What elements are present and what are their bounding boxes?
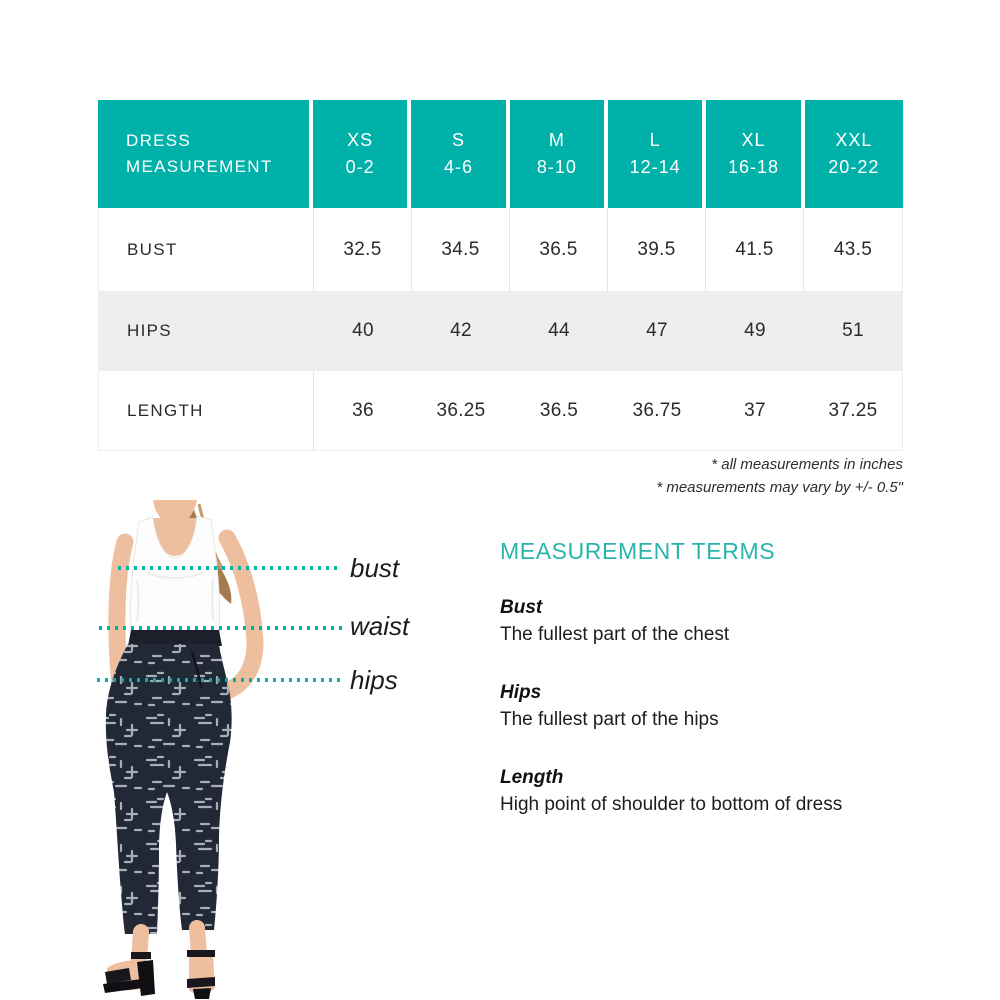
- bust-xxl: 43.5: [833, 238, 873, 260]
- waistband: [128, 630, 222, 646]
- size-table-body: [98, 208, 903, 451]
- footnote-inches: * all measurements in inches: [711, 456, 903, 473]
- term-name: Hips: [500, 682, 542, 703]
- bust-label: bust: [350, 553, 400, 583]
- size-range: 8-10: [536, 157, 577, 177]
- term-hips: [500, 680, 940, 734]
- size-label: M: [548, 130, 565, 150]
- right-arm: [225, 538, 255, 692]
- term-bust: [500, 595, 940, 649]
- row-label: HIPS: [127, 321, 172, 340]
- hips-l: 47: [646, 320, 668, 341]
- model-photo: [95, 500, 340, 1000]
- model-illustration: [95, 500, 340, 1000]
- term-length: [500, 765, 940, 819]
- term-definition: The fullest part of the hips: [500, 709, 719, 730]
- table-row-bust: [99, 208, 902, 291]
- header-cell-s: [411, 100, 509, 208]
- measurement-terms-heading: MEASUREMENT TERMS: [500, 538, 776, 564]
- hips-xs: 40: [352, 320, 374, 341]
- table-row-length: [99, 371, 902, 450]
- right-ankle-strap: [187, 950, 215, 957]
- size-table: [98, 100, 903, 451]
- hips-xl: 49: [744, 320, 766, 341]
- length-s: 36.25: [436, 399, 486, 421]
- waist-dotted-line: [99, 626, 342, 630]
- size-label: XS: [347, 130, 374, 150]
- header-cell-dress-measurement: [98, 100, 313, 208]
- bust-m: 36.5: [510, 208, 608, 291]
- term-name: Length: [500, 767, 564, 788]
- hips-s: 42: [450, 320, 472, 341]
- term-name: Bust: [500, 597, 543, 618]
- hips-m: 44: [548, 320, 570, 341]
- size-range: 12-14: [629, 157, 681, 177]
- right-foot: [189, 953, 215, 994]
- table-row-hips: [99, 291, 902, 371]
- size-label: S: [451, 130, 465, 150]
- size-table-header-row: [98, 100, 903, 208]
- footnote-variance: * measurements may vary by +/- 0.5": [656, 479, 903, 496]
- measurement-terms-section: [500, 538, 940, 850]
- header-cell-xl: [706, 100, 804, 208]
- row-label: BUST: [99, 208, 314, 291]
- waist-label: waist: [350, 611, 410, 641]
- size-range: 4-6: [443, 157, 473, 177]
- length-xxl: 37.25: [828, 399, 878, 421]
- header-cell-l: [608, 100, 706, 208]
- footnotes: [98, 453, 903, 499]
- hips-dotted-line: [97, 678, 342, 682]
- length-xs: 36: [352, 399, 374, 421]
- size-label: L: [649, 130, 661, 150]
- length-l: 36.75: [632, 399, 682, 421]
- left-heel-block: [137, 960, 155, 996]
- hips-label: hips: [350, 665, 398, 695]
- term-definition: The fullest part of the chest: [500, 624, 730, 645]
- size-range: 0-2: [345, 157, 375, 177]
- length-xl: 37: [744, 399, 766, 421]
- header-cell-xxl: [805, 100, 903, 208]
- hips-xxl: 51: [842, 320, 864, 341]
- length-m: 36.5: [539, 399, 579, 421]
- row-label: LENGTH: [99, 371, 314, 450]
- header-cell-m: [510, 100, 608, 208]
- left-ankle-strap: [131, 952, 151, 959]
- header-title-line2: MEASUREMENT: [126, 157, 273, 176]
- size-label: XXL: [835, 130, 873, 150]
- size-range: 16-18: [727, 157, 780, 177]
- pants: [106, 644, 232, 934]
- bust-l: 39.5: [608, 208, 706, 291]
- header-title-line1: DRESS: [126, 131, 192, 150]
- bust-xs: 32.5: [314, 208, 412, 291]
- right-heel: [193, 988, 211, 999]
- size-label: XL: [741, 130, 766, 150]
- bust-s: 34.5: [412, 208, 510, 291]
- bust-dotted-line: [118, 566, 342, 570]
- size-range: 20-22: [828, 157, 880, 177]
- header-cell-xs: [313, 100, 411, 208]
- bust-xl: 41.5: [706, 208, 804, 291]
- term-definition: High point of shoulder to bottom of dress: [500, 794, 843, 815]
